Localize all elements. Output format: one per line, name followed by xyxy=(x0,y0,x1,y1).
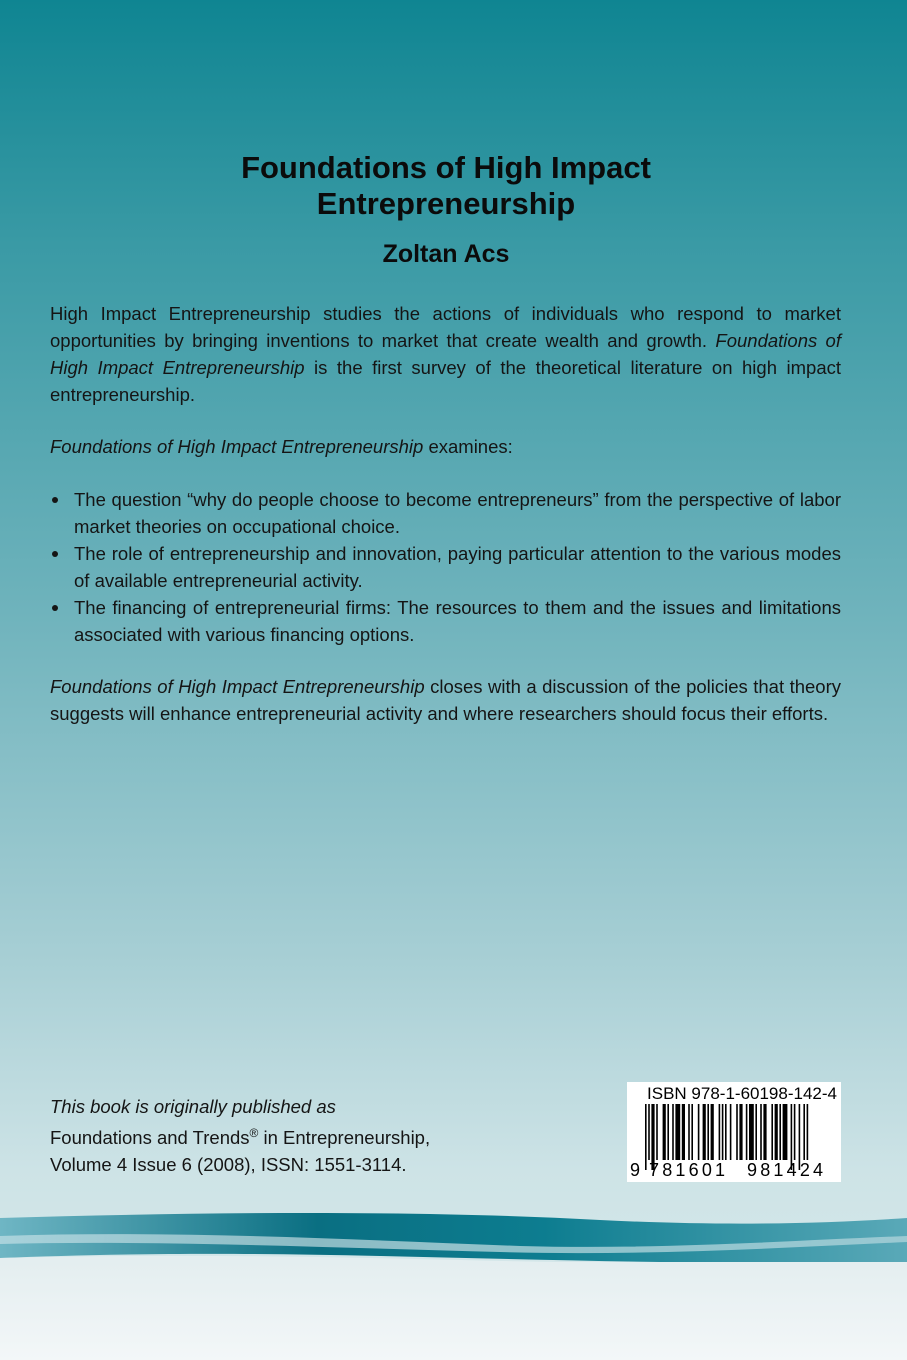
description-paragraph-2 xyxy=(50,433,841,460)
book-title-line1: Foundations of High Impact xyxy=(241,150,651,185)
book-title xyxy=(0,150,892,222)
topic-bullet-list xyxy=(50,486,841,648)
barcode-bar xyxy=(763,1104,766,1160)
barcode-bar xyxy=(667,1104,669,1160)
book-author: Zoltan Acs xyxy=(382,240,510,268)
bullet-text: The financing of entrepreneurial firms: The resources to them and the issues and limitations associated with various financing options. xyxy=(74,597,841,645)
publication-note xyxy=(50,1093,530,1178)
barcode-bar xyxy=(746,1104,748,1160)
bullet-text: The role of entrepreneurship and innovation, paying particular attention to the various modes of available entrepreneurial activity. xyxy=(74,543,841,591)
barcode-bar xyxy=(783,1104,788,1160)
barcode-bar xyxy=(648,1104,650,1160)
bottom-light-band xyxy=(0,1262,907,1360)
barcode-bar xyxy=(711,1104,714,1160)
barcode-bar xyxy=(779,1104,781,1160)
p2-rest: examines: xyxy=(428,436,513,457)
barcode-bar xyxy=(749,1104,754,1160)
decorative-wave-band xyxy=(0,1210,907,1270)
barcode-bar xyxy=(703,1104,706,1160)
isbn-label: ISBN 978-1-60198-142-4 xyxy=(647,1084,837,1103)
barcode-bar xyxy=(807,1104,809,1160)
bullet-text: The question “why do people choose to become entrepreneurs” from the perspective of labor market theories on occupational choice. xyxy=(74,489,841,537)
barcode-bar xyxy=(794,1104,796,1160)
barcode-bar xyxy=(672,1104,674,1160)
bullet-dot-icon xyxy=(52,497,58,503)
description-paragraph-1 xyxy=(50,300,841,408)
barcode-bar xyxy=(719,1104,721,1160)
barcode-bar xyxy=(771,1104,773,1160)
p1-italic-title: Foundations of High Impact Entrepreneurship xyxy=(50,330,841,378)
p1-rest: is the first survey of the theoretical literature on high impact entrepreneurship. xyxy=(50,357,841,405)
publication-line-1: This book is originally published as xyxy=(50,1096,336,1117)
bullet-dot-icon xyxy=(52,605,58,611)
barcode-bar xyxy=(722,1104,724,1160)
barcode-bar xyxy=(675,1104,680,1160)
barcode-bar xyxy=(730,1104,732,1160)
publication-line-2 xyxy=(50,1120,530,1151)
barcode-bar xyxy=(698,1104,700,1160)
barcode-bar xyxy=(663,1104,666,1160)
barcode-bar xyxy=(760,1104,762,1160)
publication-line-3: Volume 4 Issue 6 (2008), ISSN: 1551-3114. xyxy=(50,1154,407,1176)
bullet-dot-icon xyxy=(52,551,58,557)
p3-rest: closes with a discussion of the policies that theory suggests will enhance entrepreneurial activity and where researchers should focus their efforts. xyxy=(50,676,841,724)
barcode-bar xyxy=(739,1104,742,1160)
book-title-line2: Entrepreneurship xyxy=(316,186,576,221)
barcode-bar xyxy=(656,1104,658,1160)
publication-series-field: in Entrepreneurship, xyxy=(258,1127,431,1149)
isbn-barcode xyxy=(627,1082,841,1182)
barcode-bar xyxy=(736,1104,738,1160)
bullet-item xyxy=(50,540,841,594)
p1-text: High Impact Entrepreneurship studies the actions of individuals who respond to market opportunities by bringing inventions to market that create wealth and growth. xyxy=(50,303,841,351)
description-paragraph-3 xyxy=(50,673,841,727)
bullet-item xyxy=(50,594,841,648)
barcode-bar xyxy=(803,1104,805,1160)
p2-italic-title: Foundations of High Impact Entrepreneurship xyxy=(50,436,424,457)
barcode-bar xyxy=(688,1104,690,1160)
ean-right-digits: 981424 xyxy=(747,1160,827,1180)
ean-digits xyxy=(627,1160,841,1180)
barcode-bar xyxy=(707,1104,709,1160)
p3-italic-title: Foundations of High Impact Entrepreneurship xyxy=(50,676,425,697)
registered-mark: ® xyxy=(249,1126,259,1140)
ean-first-digit: 9 xyxy=(630,1160,641,1180)
bullet-item xyxy=(50,486,841,540)
barcode-bar xyxy=(682,1104,685,1160)
barcode-bar xyxy=(755,1104,757,1160)
barcode-bar xyxy=(725,1104,727,1160)
barcode-bar xyxy=(691,1104,693,1160)
barcode-bar xyxy=(775,1104,778,1160)
ean-left-digits: 781601 xyxy=(649,1160,729,1180)
publication-series-name: Foundations and Trends xyxy=(50,1127,250,1149)
